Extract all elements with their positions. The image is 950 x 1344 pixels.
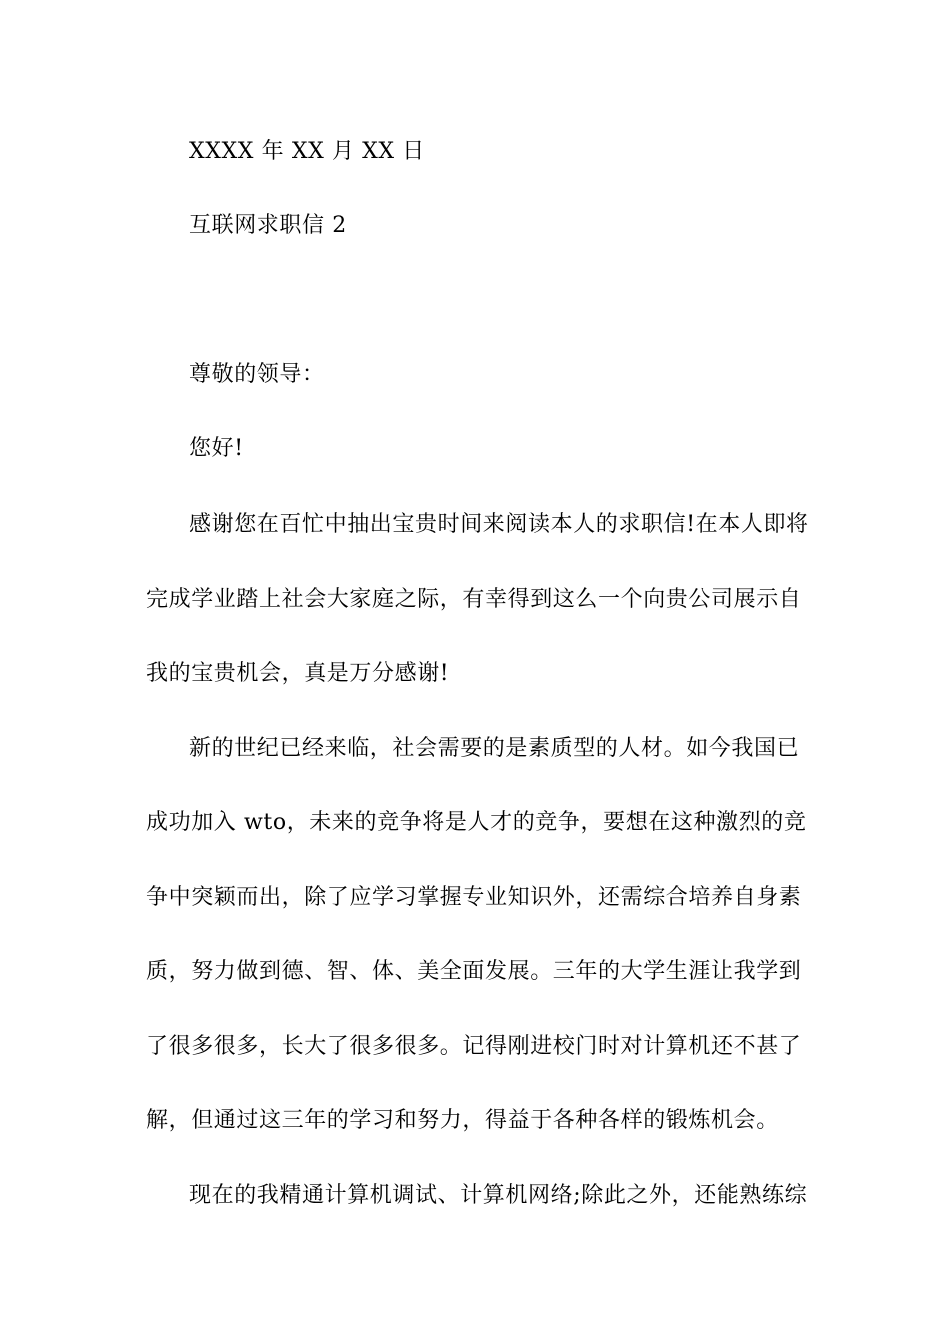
paragraph-line: 成功加入 wto，未来的竞争将是人才的竞争，要想在这种激烈的竞 bbox=[146, 810, 807, 835]
paragraph-line: 现在的我精通计算机调试、计算机网络;除此之外，还能熟练综 bbox=[189, 1183, 808, 1208]
paragraph-line: 了很多很多，长大了很多很多。记得刚进校门时对计算机还不甚了 bbox=[146, 1034, 802, 1059]
salutation: 尊敬的领导： bbox=[189, 362, 325, 387]
paragraph-line: 感谢您在百忙中抽出宝贵时间来阅读本人的求职信!在本人即将 bbox=[189, 512, 809, 537]
paragraph-line: 争中突颖而出，除了应学习掌握专业知识外，还需综合培养自身素 bbox=[146, 885, 802, 910]
paragraph-line: 我的宝贵机会，真是万分感谢! bbox=[146, 661, 450, 686]
paragraph-line: 解，但通过这三年的学习和努力，得益于各种各样的锻炼机会。 bbox=[146, 1108, 779, 1133]
paragraph-line: 完成学业踏上社会大家庭之际，有幸得到这么一个向贵公司展示自 bbox=[146, 587, 802, 612]
paragraph-line: 质，努力做到德、智、体、美全面发展。三年的大学生涯让我学到 bbox=[146, 959, 802, 984]
greeting: 您好! bbox=[189, 436, 244, 461]
date-line: XXXX 年 XX 月 XX 日 bbox=[189, 139, 425, 164]
paragraph-line: 新的世纪已经来临，社会需要的是素质型的人材。如今我国已 bbox=[189, 736, 800, 761]
document-title: 互联网求职信 2 bbox=[189, 213, 347, 238]
